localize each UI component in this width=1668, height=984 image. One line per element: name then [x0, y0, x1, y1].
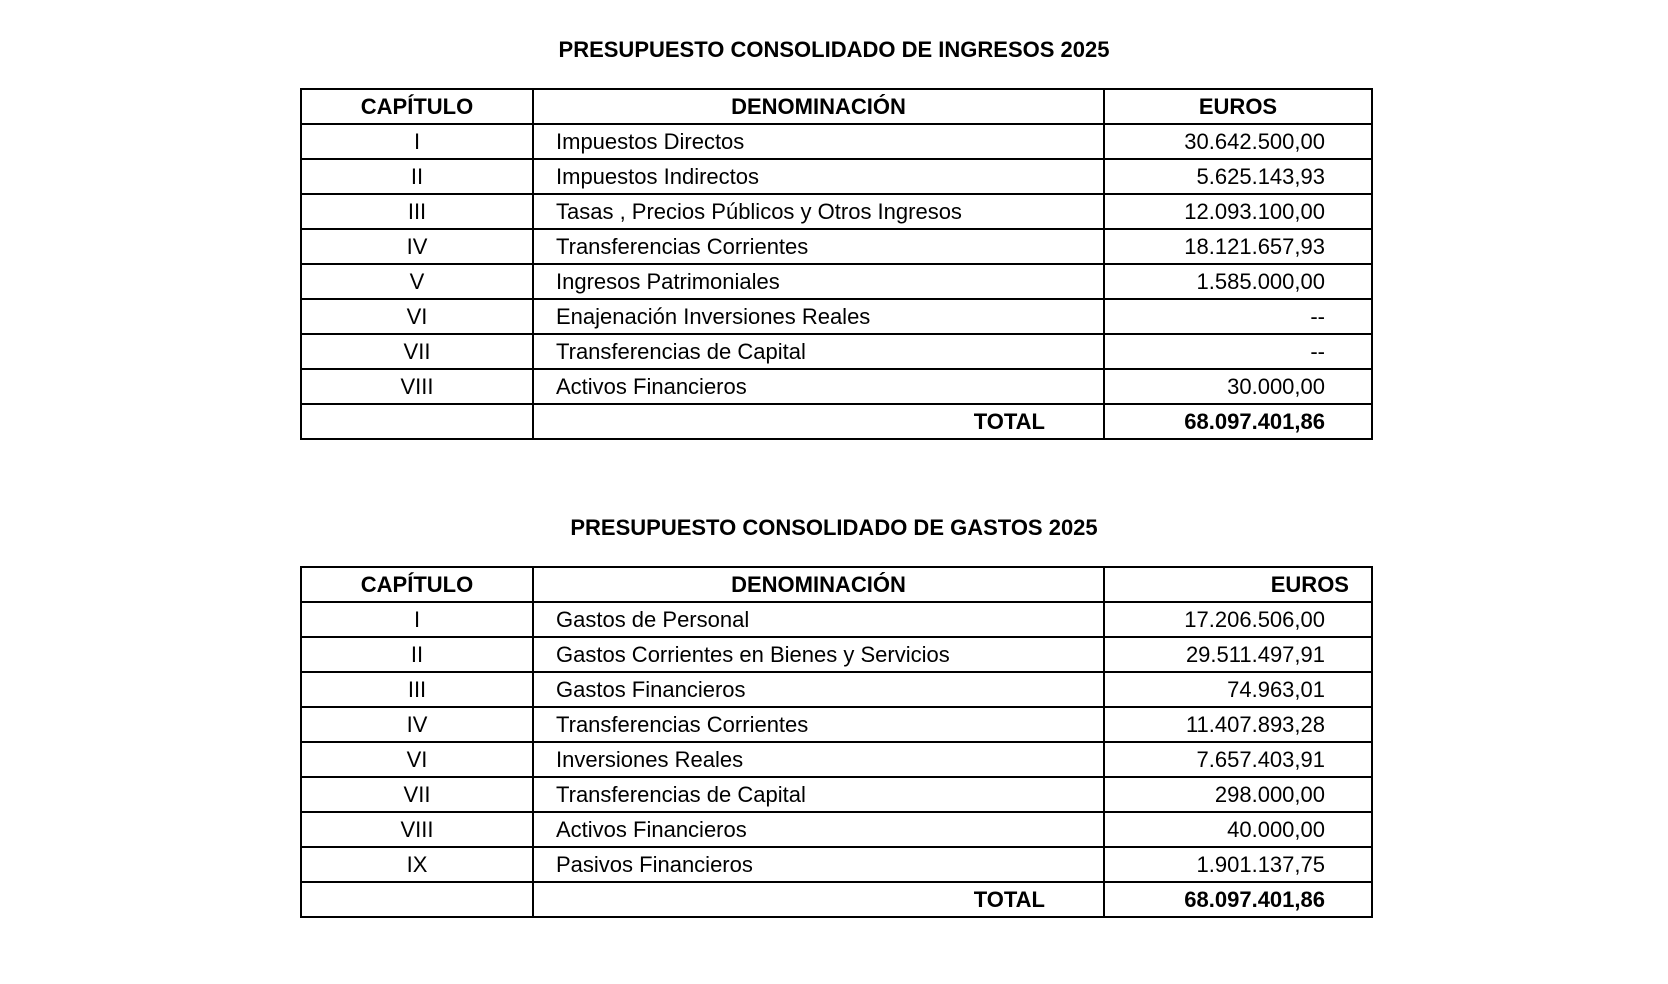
header-denominacion: DENOMINACIÓN [533, 567, 1104, 602]
capitulo-cell: VI [301, 299, 533, 334]
total-empty-cell [301, 882, 533, 917]
table-row [301, 672, 1372, 707]
table-row [301, 369, 1372, 404]
capitulo-cell: II [301, 637, 533, 672]
euros-cell: 29.511.497,91 [1104, 637, 1372, 672]
table-row [301, 229, 1372, 264]
capitulo-cell: V [301, 264, 533, 299]
denominacion-cell: Gastos de Personal [533, 602, 1104, 637]
capitulo-cell: IV [301, 229, 533, 264]
table-row [301, 637, 1372, 672]
euros-cell: 17.206.506,00 [1104, 602, 1372, 637]
capitulo-cell: VII [301, 777, 533, 812]
total-empty-cell [301, 404, 533, 439]
total-row [301, 882, 1372, 917]
denominacion-cell: Enajenación Inversiones Reales [533, 299, 1104, 334]
denominacion-cell: Gastos Corrientes en Bienes y Servicios [533, 637, 1104, 672]
ingresos-title: PRESUPUESTO CONSOLIDADO DE INGRESOS 2025 [558, 37, 1110, 62]
table-row [301, 742, 1372, 777]
header-capitulo: CAPÍTULO [301, 89, 533, 124]
table-header-row [301, 89, 1372, 124]
euros-cell: 74.963,01 [1104, 672, 1372, 707]
table-header-row [301, 567, 1372, 602]
header-euros: EUROS [1104, 567, 1372, 602]
gastos-table [300, 566, 1373, 918]
denominacion-cell: Transferencias Corrientes [533, 707, 1104, 742]
denominacion-cell: Activos Financieros [533, 369, 1104, 404]
header-denominacion: DENOMINACIÓN [533, 89, 1104, 124]
euros-cell: 1.585.000,00 [1104, 264, 1372, 299]
denominacion-cell: Pasivos Financieros [533, 847, 1104, 882]
capitulo-cell: I [301, 602, 533, 637]
denominacion-cell: Gastos Financieros [533, 672, 1104, 707]
denominacion-cell: Transferencias de Capital [533, 777, 1104, 812]
capitulo-cell: VI [301, 742, 533, 777]
capitulo-cell: IV [301, 707, 533, 742]
denominacion-cell: Activos Financieros [533, 812, 1104, 847]
capitulo-cell: I [301, 124, 533, 159]
table-row [301, 707, 1372, 742]
euros-cell: 12.093.100,00 [1104, 194, 1372, 229]
header-capitulo: CAPÍTULO [301, 567, 533, 602]
euros-cell: 11.407.893,28 [1104, 707, 1372, 742]
table-row [301, 334, 1372, 369]
table-row [301, 194, 1372, 229]
denominacion-cell: Transferencias Corrientes [533, 229, 1104, 264]
denominacion-cell: Impuestos Directos [533, 124, 1104, 159]
capitulo-cell: III [301, 194, 533, 229]
capitulo-cell: VIII [301, 812, 533, 847]
euros-cell: 40.000,00 [1104, 812, 1372, 847]
total-row [301, 404, 1372, 439]
capitulo-cell: VII [301, 334, 533, 369]
euros-cell: 30.000,00 [1104, 369, 1372, 404]
table-row [301, 777, 1372, 812]
table-row [301, 124, 1372, 159]
euros-cell: 5.625.143,93 [1104, 159, 1372, 194]
euros-cell: -- [1104, 334, 1372, 369]
table-row [301, 264, 1372, 299]
gastos-title: PRESUPUESTO CONSOLIDADO DE GASTOS 2025 [570, 515, 1098, 540]
header-euros: EUROS [1104, 89, 1372, 124]
capitulo-cell: III [301, 672, 533, 707]
table-row [301, 299, 1372, 334]
table-row [301, 847, 1372, 882]
denominacion-cell: Tasas , Precios Públicos y Otros Ingresos [533, 194, 1104, 229]
table-row [301, 602, 1372, 637]
euros-cell: 18.121.657,93 [1104, 229, 1372, 264]
table-row [301, 812, 1372, 847]
total-value: 68.097.401,86 [1104, 404, 1372, 439]
euros-cell: 7.657.403,91 [1104, 742, 1372, 777]
denominacion-cell: Ingresos Patrimoniales [533, 264, 1104, 299]
total-value: 68.097.401,86 [1104, 882, 1372, 917]
total-label: TOTAL [533, 882, 1104, 917]
capitulo-cell: VIII [301, 369, 533, 404]
table-row [301, 159, 1372, 194]
denominacion-cell: Transferencias de Capital [533, 334, 1104, 369]
capitulo-cell: II [301, 159, 533, 194]
euros-cell: -- [1104, 299, 1372, 334]
euros-cell: 1.901.137,75 [1104, 847, 1372, 882]
denominacion-cell: Inversiones Reales [533, 742, 1104, 777]
total-label: TOTAL [533, 404, 1104, 439]
euros-cell: 298.000,00 [1104, 777, 1372, 812]
euros-cell: 30.642.500,00 [1104, 124, 1372, 159]
capitulo-cell: IX [301, 847, 533, 882]
ingresos-table [300, 88, 1373, 440]
denominacion-cell: Impuestos Indirectos [533, 159, 1104, 194]
